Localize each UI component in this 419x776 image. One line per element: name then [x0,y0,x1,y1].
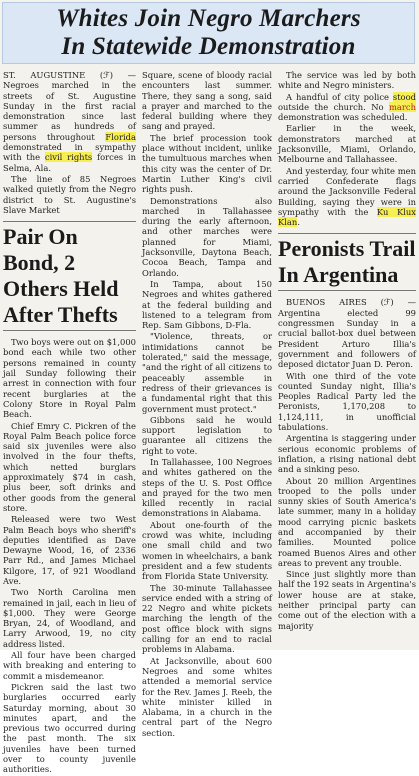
paragraph: The 30-minute Tallahassee service ended with a string of 22 Negro and white pickets marching the length of the post office block with signs calling for an end to racial problems in Alabama. [142,582,272,655]
paragraph: "Violence, threats, or intimidations cannot be tolerated," said the message, "and the right of all citizens to peaceably assemble in redress of their grievances is a fundamental right that this government must protect." [142,331,272,414]
paragraph: The line of 85 Negroes walked quietly from the Negro district to St. Augustine's Slave Market [3,173,136,215]
highlight-march: march [388,101,416,112]
paragraph: Released were two West Palm Beach boys who sheriff's deputies identified as Dave Dewayne Wood, 16, of 2336 Parr Rd., and James Michael Kilgore, 17, of 921 Woodland Ave. [3,514,136,586]
paragraph: Two boys were out on $1,000 bond each while two other persons remained in county jail Sunday following their arrest in connection with four recent burglaries at the Colony Store in Royal Palm Beach. [3,337,136,420]
paragraph: Square, scene of bloody racial encounters last summer. There, they sang a song, said a prayer and marched to the federal building where they sang and prayed. [142,70,272,132]
paragraph: Demonstrations also marched in Tallahassee during the early afternoon, and other marches were planned for Miami, Jacksonville, Daytona Beach, Cocoa Beach, Tampa and Orlando. [142,195,272,278]
highlight-stood: stood [392,91,416,102]
paragraph: A handful of city police stood outside the church. No march demonstration was scheduled. [278,91,416,123]
paragraph: About 20 million Argentines trooped to the polls under sunny skies of South America's late summer, many in a holiday mood carrying picnic baskets and accompanied by their families. Mounted police roamed Buenos Aires and other areas to prevent any trouble. [278,475,416,568]
paragraph: With one third of the vote counted Sunday night, Illia's Peoples Radical Party led the Peronists, 1,170,208 to 1,124,111, in unofficial tabulations. [278,370,416,433]
highlight-civil-rights: civil rights [44,152,93,163]
column-1 [3,70,136,776]
paragraph: And yesterday, four white men carried Confederate flags around the Jacksonville Federal Building, saying they were in sympathy with the Ku Klux Klan. [278,165,416,228]
paragraph: The service was led by both white and Negro ministers. [278,70,416,91]
headline-line-1: Whites Join Negro Marchers [56,5,361,32]
paragraph: Chief Emry C. Pickren of the Royal Palm Beach police force said six juveniles were also involved in the four thefts, which netted burglars approximately $74 in cash, plus beer, soft drinks and other goods from the general store. [3,420,136,513]
column-2 [142,70,272,739]
paragraph: Two North Carolina men remained in jail, each in lieu of $1,000. They were George Bryan, 24, of Woodland, and Larry Arwood, 19, no city address listed. [3,587,136,649]
paragraph: About one-fourth of the crowd was white, including one small child and two women in wheelchairs, a bank president and a few students from Florida State University. [142,519,272,582]
paragraph: Argentina is staggering under serious economic problems of inflation, a rising national debt and a sinking peso. [278,433,416,475]
paragraph: BUENOS AIRES (ℱ) — Argentina elected 99 congressmen Sunday in a crucial ballot-box duel between President Arturo Illia's government and followers of deposed dictator Juan D. Peron. [278,297,416,370]
paragraph: Gibbons said he would support legislation to guarantee all citizens the right to vote. [142,414,272,456]
subhead-peronists: Peronists Trail In Argentina [278,236,416,288]
subhead-box [278,233,416,291]
paragraph: In Tallahassee, 100 Negroes and whites gathered on the steps of the U. S. Post Office and prayed for the two men killed recently in racial demonstrations in Alabama. [142,456,272,519]
headline-line-2: In Statewide Demonstration [61,33,356,60]
paragraph: The brief procession took place without incident, unlike the tumultuous marches when this city was the center of Dr. Martin Luther King's civil rights push. [142,132,272,195]
paragraph: Since just slightly more than half the 192 seats in Argentina's lower house are at stake, neither principal party can come out of the election with a majority [278,569,416,631]
subhead-box [3,221,136,331]
paragraph: Earlier in the week, demonstrators marched at Jacksonville, Miami, Orlando, Melbourne and Tallahassee. [278,123,416,165]
highlight-florida: Florida [105,131,136,142]
paragraph: ST. AUGUSTINE (ℱ) — Negroes marched in the streets of St. Augustine Sunday in the first racial demonstration since last summer as hundreds of persons throughout Florida demonstrated in sympathy with the civil rights forces in Selma, Ala. [3,70,136,173]
paragraph: At Jacksonville, about 600 Negroes and some whites attended a memorial service for the Rev. James J. Reeb, the white minister killed in Alabama, in a church in the central part of the Negro section. [142,655,272,738]
paragraph: In Tampa, about 150 Negroes and whites gathered at the federal building and listened to a telegram from Rep. Sam Gibbons, D-Fla. [142,278,272,331]
paragraph: All four have been charged with breaking and entering to commit a misdemeanor. [3,650,136,681]
paragraph: Pickren said the last two burglaries occurred early Saturday morning, about 30 minutes apart, and the previous two occurred during the past month. The six juveniles have been turned over to county juvenile authorities. [3,681,136,775]
highlight-ku-klux-klan: Ku Klux Klan [278,206,416,228]
subhead-pair-on-bond: Pair On Bond, 2 Others Held After Thefts [3,224,119,328]
column-3 [278,70,416,632]
headline-banner [2,2,415,64]
